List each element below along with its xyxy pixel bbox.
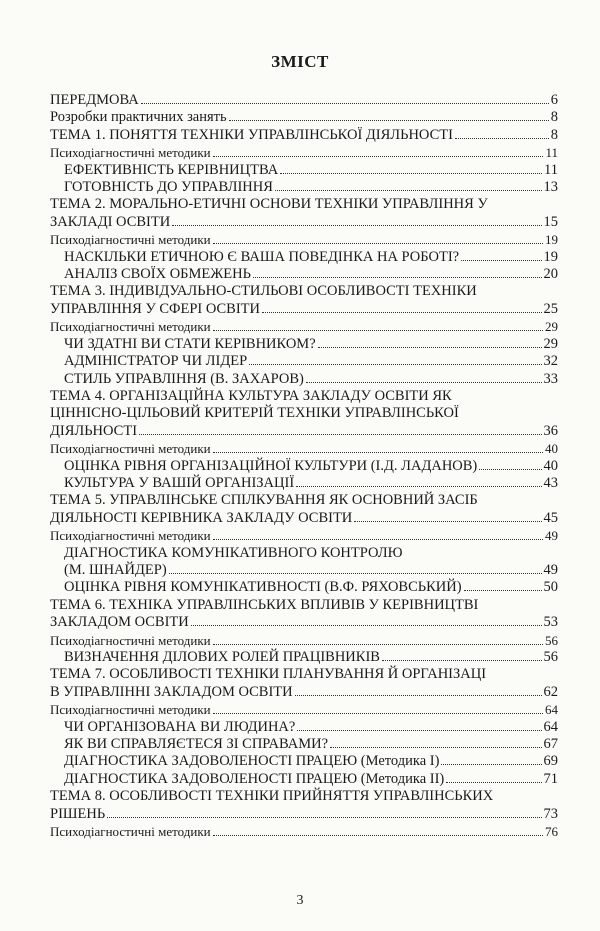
toc-entry-page: 56 [543,649,558,665]
toc-entry-title: ЗАКЛАДІ ОСВІТИ [50,213,171,230]
toc-entry-title: ЧИ ЗДАТНІ ВИ СТАТИ КЕРІВНИКОМ? [64,335,316,352]
toc-entry-title: Розробки практичних занять [50,109,227,126]
toc-entry-page: 56 [545,632,558,648]
toc-entry[interactable] [50,458,558,475]
dot-leader [213,644,543,645]
toc-entry-page: 64 [545,702,558,718]
dot-leader [280,173,542,174]
toc-entry-page: 67 [543,736,558,753]
toc-entry-page: 49 [543,561,558,578]
dot-leader [107,817,541,818]
toc-entry-title: КУЛЬТУРА У ВАШІЙ ОРГАНІЗАЦІЇ [64,474,295,491]
toc-entry-page: 69 [543,753,558,770]
toc-entry[interactable] [50,92,558,109]
toc-entry-title: Психодіагностичні методики [50,632,211,648]
toc-entry-page: 11 [544,161,558,178]
page-number: 3 [296,893,304,908]
toc-entry-title: ДІАГНОСТИКА ЗАДОВОЛЕНОСТІ ПРАЦЕЮ (Методика І) [64,753,440,770]
toc-entry[interactable] [50,701,558,718]
toc-entry-page: 15 [543,213,558,230]
toc-entry-title: АДМІНІСТРАТОР ЧИ ЛІДЕР [64,353,248,370]
toc-entry-page: 8 [550,126,558,143]
toc-entry[interactable] [50,109,558,126]
toc-entry[interactable] [50,196,558,231]
dot-leader [306,382,542,383]
toc-entry-page: 29 [543,335,558,352]
dot-leader [296,486,541,487]
dot-leader [169,573,542,574]
toc-entry-page: 19 [543,248,558,265]
dot-leader [295,695,542,696]
toc-entry[interactable] [50,492,558,527]
toc-entry-title: Психодіагностичні методики [50,145,211,161]
toc-entry-title: ДІЯЛЬНОСТІ [50,422,138,439]
toc-entry[interactable] [50,736,558,753]
toc-entry-page: 71 [543,770,558,787]
toc-entry-title: ТЕМА 1. ПОНЯТТЯ ТЕХНІКИ УПРАВЛІНСЬКОЇ ДІЯЛЬНОСТІ [50,126,453,143]
toc-entry[interactable] [50,249,558,266]
dot-leader [479,469,541,470]
dot-leader [446,782,541,783]
dot-leader [461,260,541,261]
toc-entry[interactable] [50,666,558,701]
toc-entry-page: 49 [545,528,558,544]
dot-leader [464,590,542,591]
toc-entry[interactable] [50,823,558,840]
toc-entry[interactable] [50,475,558,492]
toc-entry-title-line: ЦІННІСНО-ЦІЛЬОВИЙ КРИТЕРІЙ ТЕХНІКИ УПРАВЛІНСЬКОЇ [50,405,459,422]
toc-entry[interactable] [50,353,558,370]
toc-heading: ЗМІСТ [271,52,329,71]
toc-entry-title: Психодіагностичні методики [50,319,211,335]
dot-leader [253,277,542,278]
toc-entry-page: 43 [543,474,558,491]
dot-leader [330,747,541,748]
toc-entry-title-line: ТЕМА 8. ОСОБЛИВОСТІ ТЕХНІКИ ПРИЙНЯТТЯ УПРАВЛІНСЬКИХ [50,788,494,805]
toc-entry-page: 6 [550,92,558,108]
dot-leader [213,156,544,157]
toc-entry-title: ОЦІНКА РІВНЯ КОМУНІКАТИВНОСТІ (В.Ф. РЯХОВСЬКИЙ) [64,579,462,596]
dot-leader [455,138,549,139]
toc-entry-page: 33 [543,370,558,387]
toc-entry-page: 8 [550,109,558,126]
toc-entry-title: Психодіагностичні методики [50,824,211,840]
toc-entry-title-line: ТЕМА 4. ОРГАНІЗАЦІЙНА КУЛЬТУРА ЗАКЛАДУ ОСВІТИ ЯК [50,387,452,404]
toc-entry-title: ПЕРЕДМОВА [50,92,139,108]
toc-entry-title: Психодіагностичні методики [50,441,211,457]
toc-entry-title: Психодіагностичні методики [50,702,211,718]
toc-entry[interactable] [50,440,558,457]
toc-entry[interactable] [50,753,558,770]
toc-entry-title: ГОТОВНІСТЬ ДО УПРАВЛІННЯ [64,179,273,196]
toc-entry-page: 25 [543,300,558,317]
toc-entry-title: В УПРАВЛІННІ ЗАКЛАДОМ ОСВІТИ [50,683,293,700]
toc-entry[interactable] [50,231,558,248]
toc-entry-title: ЗАКЛАДОМ ОСВІТИ [50,614,189,631]
toc-entry[interactable] [50,283,558,318]
dot-leader [229,120,549,121]
toc-entry[interactable] [50,127,558,144]
toc-entry-title: ОЦІНКА РІВНЯ ОРГАНІЗАЦІЙНОЇ КУЛЬТУРИ (І.Д. ЛАДАНОВ) [64,457,478,474]
dot-leader [213,539,543,540]
toc-entry-title-line: ТЕМА 5. УПРАВЛІНСЬКЕ СПІЛКУВАННЯ ЯК ОСНОВНИЙ ЗАСІБ [50,492,478,509]
dot-leader [141,103,549,104]
toc-entry-page: 76 [545,824,558,840]
dot-leader [213,243,543,244]
toc-entry-page: 29 [545,319,558,335]
dot-leader [191,625,542,626]
toc-entry-title: АНАЛІЗ СВОЇХ ОБМЕЖЕНЬ [64,266,251,283]
dot-leader [318,347,542,348]
dot-leader [213,452,543,453]
dot-leader [249,364,541,365]
toc-entry-title: Психодіагностичні методики [50,528,211,544]
toc-entry[interactable] [50,649,558,666]
toc-entry-title-line: ТЕМА 2. МОРАЛЬНО-ЕТИЧНІ ОСНОВИ ТЕХНІКИ УПРАВЛІННЯ У [50,196,488,213]
dot-leader [172,225,541,226]
toc-entry[interactable] [50,527,558,544]
toc-entry[interactable] [50,597,558,632]
toc-entry-page: 20 [543,266,558,283]
dot-leader [213,713,543,714]
dot-leader [297,730,541,731]
toc-entry-title-line: ТЕМА 6. ТЕХНІКА УПРАВЛІНСЬКИХ ВПЛИВІВ У КЕРІВНИЦТВІ [50,596,479,613]
dot-leader [275,190,542,191]
toc-entry-page: 40 [543,457,558,474]
toc-entry[interactable] [50,162,558,179]
dot-leader [354,521,541,522]
toc-entry-title: Психодіагностичні методики [50,232,211,248]
toc-entry[interactable] [50,318,558,335]
toc-entry[interactable] [50,788,558,823]
toc-entry[interactable] [50,179,558,196]
toc-entry-page: 45 [543,509,558,526]
toc-entry-title: РІШЕНЬ [50,805,106,822]
toc-entry[interactable] [50,144,558,161]
toc-entry-page: 40 [545,441,558,457]
toc-entry-title: ЕФЕКТИВНІСТЬ КЕРІВНИЦТВА [64,161,279,178]
toc-entry[interactable] [50,771,558,788]
toc-entry-page: 62 [543,683,558,700]
dot-leader [139,434,541,435]
toc-entry-title-line: ДІАГНОСТИКА КОМУНІКАТИВНОГО КОНТРОЛЮ [64,544,403,561]
toc-entry-page: 32 [543,353,558,370]
toc-entry-title: НАСКІЛЬКИ ЕТИЧНОЮ Є ВАША ПОВЕДІНКА НА РОБОТІ? [64,248,460,265]
toc-entry-title-line: ТЕМА 3. ІНДИВІДУАЛЬНО-СТИЛЬОВІ ОСОБЛИВОСТІ ТЕХНІКИ [50,283,477,300]
toc-entry-page: 50 [543,579,558,596]
toc-entry-page: 53 [543,614,558,631]
toc-entry-title-line: ТЕМА 7. ОСОБЛИВОСТІ ТЕХНІКИ ПЛАНУВАННЯ Й ОРГАНІЗАЦІ [50,666,487,683]
table-of-contents [50,92,558,840]
dot-leader [382,660,542,661]
dot-leader [262,312,542,313]
toc-entry-title: СТИЛЬ УПРАВЛІННЯ (В. ЗАХАРОВ) [64,370,304,387]
toc-entry[interactable] [50,632,558,649]
toc-entry-title: ДІЯЛЬНОСТІ КЕРІВНИКА ЗАКЛАДУ ОСВІТИ [50,509,353,526]
toc-entry-title: ВИЗНАЧЕННЯ ДІЛОВИХ РОЛЕЙ ПРАЦІВНИКІВ [64,649,380,665]
dot-leader [213,330,543,331]
toc-entry[interactable] [50,579,558,596]
toc-entry[interactable] [50,388,558,440]
toc-entry-title: ЧИ ОРГАНІЗОВАНА ВИ ЛЮДИНА? [64,718,296,735]
dot-leader [441,764,541,765]
toc-entry-page: 13 [543,179,558,196]
toc-entry-page: 36 [543,422,558,439]
toc-entry-page: 73 [543,805,558,822]
toc-entry-title: (М. ШНАЙДЕР) [64,561,167,578]
toc-entry[interactable] [50,719,558,736]
toc-entry-title: ЯК ВИ СПРАВЛЯЄТЕСЯ ЗІ СПРАВАМИ? [64,736,329,753]
toc-entry[interactable] [50,336,558,353]
toc-entry-page: 64 [543,718,558,735]
toc-entry-page: 11 [545,145,558,161]
toc-entry-page: 19 [545,232,558,248]
toc-entry-title: УПРАВЛІННЯ У СФЕРІ ОСВІТИ [50,300,260,317]
toc-entry-title: ДІАГНОСТИКА ЗАДОВОЛЕНОСТІ ПРАЦЕЮ (Методика ІІ) [64,770,445,787]
toc-entry[interactable] [50,371,558,388]
toc-entry[interactable] [50,266,558,283]
dot-leader [213,835,543,836]
toc-entry[interactable] [50,545,558,580]
